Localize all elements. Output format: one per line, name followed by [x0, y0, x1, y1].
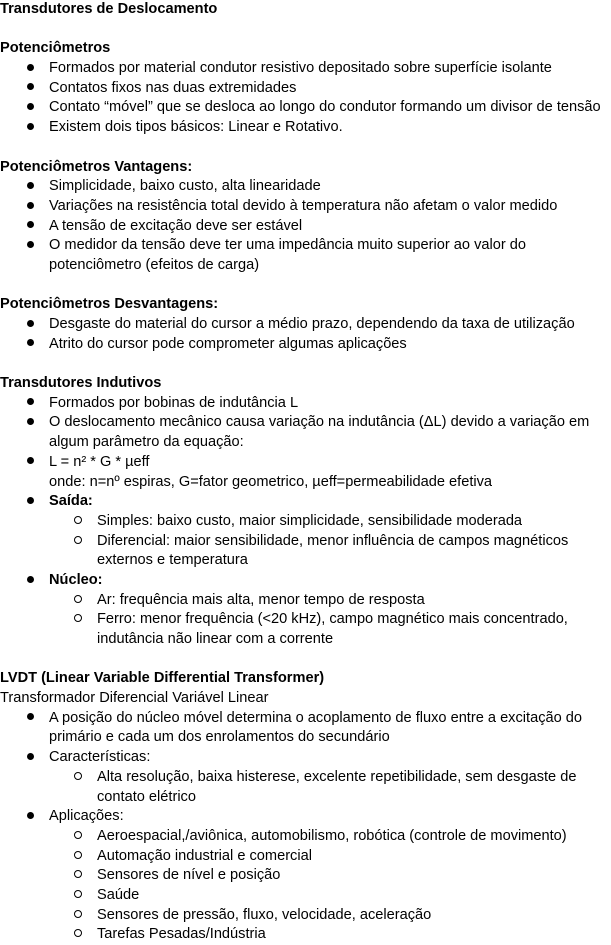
- list-item: [0, 453, 611, 473]
- list-item: [0, 335, 611, 355]
- bullet-circle-icon: [71, 906, 85, 926]
- spacer: [0, 138, 611, 158]
- sub-list-item-text: Simples: baixo custo, maior simplicidade, sensibilidade moderada: [97, 512, 523, 529]
- sub-list-item: [0, 591, 611, 611]
- bullet-circle-icon: [71, 847, 85, 867]
- list-item-text: Características:: [49, 749, 151, 766]
- sub-list-item-text: Sensores de nível e posição: [97, 867, 281, 884]
- bullet-dot-icon: [23, 709, 37, 729]
- list-item: [0, 118, 611, 138]
- list-item-text: Existem dois tipos básicos: Linear e Rotativo.: [49, 119, 343, 136]
- sub-list-item-text: Alta resolução, baixa histerese, excelente repetibilidade, sem desgaste de: [97, 768, 577, 785]
- sub-list-item-text: Saúde: [97, 886, 140, 903]
- bullet-circle-icon: [71, 532, 85, 552]
- bullet-dot-icon: [23, 453, 37, 473]
- bullet-dot-icon: [23, 79, 37, 99]
- bullet-circle-icon: [71, 827, 85, 847]
- bullet-dot-icon: [23, 748, 37, 768]
- sub-list-item: [0, 847, 611, 867]
- bullet-dot-icon: [23, 413, 37, 433]
- list-item: [0, 571, 611, 591]
- spacer: [0, 354, 611, 374]
- list-item-text: Formados por material condutor resistivo depositado sobre superfície isolante: [49, 60, 552, 77]
- list-item: [0, 394, 611, 414]
- sub-list-item: [0, 768, 611, 788]
- bullet-circle-icon: [71, 925, 85, 945]
- bullet-dot-icon: [23, 217, 37, 237]
- bullet-dot-icon: [23, 197, 37, 217]
- sub-list-item: [0, 610, 611, 630]
- list-item-text: O medidor da tensão deve ter uma impedância muito superior ao valor do: [49, 237, 526, 254]
- section-heading-indutivos: Transdutores Indutivos: [0, 375, 162, 392]
- list-item-text: Formados por bobinas de indutância L: [49, 394, 299, 411]
- sub-list-item: [0, 886, 611, 906]
- bullet-dot-icon: [23, 394, 37, 414]
- sub-list-item-text: Diferencial: maior sensibilidade, menor influência de campos magnéticos: [97, 532, 569, 549]
- bullet-circle-icon: [71, 768, 85, 788]
- bullet-circle-icon: [71, 591, 85, 611]
- sub-list-item: [0, 925, 611, 945]
- spacer: [0, 650, 611, 670]
- sub-list-item: [0, 866, 611, 886]
- bullet-dot-icon: [23, 492, 37, 512]
- sub-list-item-text: Tarefas Pesadas/Indústria: [97, 926, 266, 943]
- sub-list-item-continuation: indutância não linear com a corrente: [97, 631, 334, 647]
- list-item-text: Simplicidade, baixo custo, alta linearidade: [49, 178, 321, 195]
- list-item-continuation: primário e cada um dos enrolamentos do secundário: [49, 729, 390, 746]
- sub-list-item: [0, 906, 611, 926]
- list-item-text: Variações na resistência total devido à temperatura não afetam o valor medido: [49, 197, 558, 214]
- list-item: [0, 807, 611, 827]
- spacer: [0, 276, 611, 296]
- list-item-text: Contato “móvel” que se desloca ao longo do condutor formando um divisor de tensão: [49, 99, 601, 116]
- list-item-text: O deslocamento mecânico causa variação na indutância (ΔL) devido a variação em: [49, 414, 590, 431]
- list-item: [0, 315, 611, 335]
- bullet-dot-icon: [23, 315, 37, 335]
- sub-list-item-text: Automação industrial e comercial: [97, 847, 312, 864]
- sub-list-item-continuation: externos e temperatura: [97, 552, 248, 569]
- list-item-continuation: algum parâmetro da equação:: [49, 434, 244, 451]
- section-heading-vantagens: Potenciômetros Vantagens:: [0, 158, 193, 175]
- section-heading-potenciometros: Potenciômetros: [0, 40, 111, 57]
- list-item-text: Núcleo:: [49, 571, 103, 588]
- bullet-circle-icon: [71, 610, 85, 630]
- spacer: [0, 20, 611, 40]
- list-item-continuation: potenciômetro (efeitos de carga): [49, 256, 260, 273]
- bullet-dot-icon: [23, 335, 37, 355]
- sub-list-item: [0, 827, 611, 847]
- sub-list-item: [0, 532, 611, 552]
- bullet-circle-icon: [71, 866, 85, 886]
- sub-list-item-text: Ferro: menor frequência (<20 kHz), campo magnético mais concentrado,: [97, 611, 568, 628]
- bullet-dot-icon: [23, 177, 37, 197]
- bullet-dot-icon: [23, 118, 37, 138]
- bullet-dot-icon: [23, 59, 37, 79]
- sub-list-item-text: Aeroespacial,/aviônica, automobilismo, robótica (controle de movimento): [97, 827, 567, 844]
- list-item: [0, 492, 611, 512]
- list-item: [0, 79, 611, 99]
- section-heading-desvantagens: Potenciômetros Desvantagens:: [0, 296, 219, 313]
- list-item: [0, 177, 611, 197]
- list-item-text: Aplicações:: [49, 808, 124, 825]
- list-item: [0, 413, 611, 433]
- section-heading-lvdt: LVDT (Linear Variable Differential Transformer): [0, 670, 325, 687]
- list-item-text: Contatos fixos nas duas extremidades: [49, 79, 297, 96]
- sub-list-item-text: Ar: frequência mais alta, menor tempo de resposta: [97, 591, 425, 608]
- list-item: [0, 98, 611, 118]
- list-item-continuation: onde: n=nº espiras, G=fator geometrico, µeff=permeabilidade efetiva: [49, 473, 493, 490]
- list-item: [0, 197, 611, 217]
- bullet-dot-icon: [23, 236, 37, 256]
- bullet-dot-icon: [23, 98, 37, 118]
- bullet-dot-icon: [23, 571, 37, 591]
- list-item-text: A tensão de excitação deve ser estável: [49, 217, 303, 234]
- sub-list-item-text: Sensores de pressão, fluxo, velocidade, aceleração: [97, 906, 432, 923]
- list-item-text: L = n² * G * µeff: [49, 453, 150, 470]
- list-item: [0, 709, 611, 729]
- bullet-dot-icon: [23, 807, 37, 827]
- sub-list-item-continuation: contato elétrico: [97, 788, 196, 805]
- document-title: Transdutores de Deslocamento: [0, 1, 218, 17]
- list-item: [0, 236, 611, 256]
- bullet-circle-icon: [71, 886, 85, 906]
- list-item: [0, 748, 611, 768]
- sub-list-item: [0, 512, 611, 532]
- section-subtitle: Transformador Diferencial Variável Linear: [0, 690, 269, 707]
- list-item-text: Saída:: [49, 493, 93, 510]
- list-item-text: Desgaste do material do cursor a médio prazo, dependendo da taxa de utilização: [49, 316, 575, 332]
- bullet-circle-icon: [71, 512, 85, 532]
- list-item-text: Atrito do cursor pode comprometer algumas aplicações: [49, 335, 407, 352]
- list-item: [0, 59, 611, 79]
- list-item-text: A posição do núcleo móvel determina o acoplamento de fluxo entre a excitação do: [49, 709, 583, 726]
- list-item: [0, 217, 611, 237]
